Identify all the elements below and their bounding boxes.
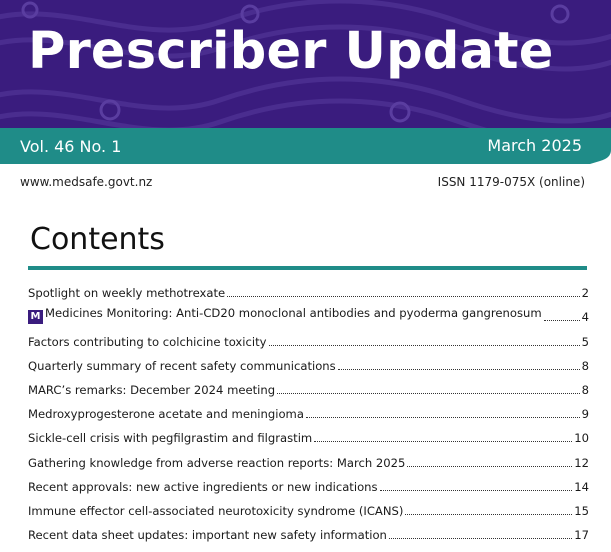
toc-item-page: 14	[574, 479, 589, 494]
website-link[interactable]: www.medsafe.govt.nz	[20, 175, 153, 189]
toc-item-title: Gathering knowledge from adverse reaction reports: March 2025	[28, 455, 406, 470]
toc-item-title: Medroxyprogesterone acetate and meningioma	[28, 407, 304, 422]
toc-item-title: Quarterly summary of recent safety communications	[28, 358, 336, 373]
medicines-monitoring-icon: M	[28, 310, 43, 324]
contents-heading: Contents	[30, 222, 165, 257]
toc-item-icans[interactable]	[28, 494, 589, 518]
contents-divider	[28, 266, 587, 270]
issue-date: March 2025	[487, 136, 582, 155]
toc-item-title: Recent data sheet updates: important new safety information	[28, 528, 387, 543]
toc-item-title: Recent approvals: new active ingredients or new indications	[28, 479, 378, 494]
toc-item-page: 15	[574, 503, 589, 518]
toc-item-page: 17	[574, 528, 589, 543]
header-banner	[0, 0, 611, 128]
toc-leader-dots	[405, 514, 572, 515]
volume-number: Vol. 46 No. 1	[20, 137, 122, 156]
toc-leader-dots	[227, 296, 579, 297]
toc-item-page: 8	[581, 358, 589, 373]
toc-item-page: 9	[581, 407, 589, 422]
table-of-contents	[28, 276, 589, 542]
toc-leader-dots	[277, 393, 580, 394]
publication-title: Prescriber Update	[28, 22, 554, 81]
toc-leader-dots	[380, 490, 573, 491]
toc-item-title: MARC’s remarks: December 2024 meeting	[28, 382, 276, 397]
toc-leader-dots	[338, 369, 580, 370]
toc-item-page: 12	[574, 455, 589, 470]
toc-leader-dots	[269, 345, 580, 346]
toc-item-methotrexate[interactable]	[28, 276, 589, 300]
toc-leader-dots	[407, 466, 572, 467]
toc-item-page: 2	[581, 286, 589, 301]
toc-item-marc-remarks[interactable]	[28, 373, 589, 397]
toc-item-sickle-cell[interactable]	[28, 421, 589, 445]
toc-leader-dots	[544, 320, 580, 321]
toc-item-page: 5	[581, 334, 589, 349]
toc-item-colchicine[interactable]	[28, 324, 589, 348]
toc-item-title-text: Medicines Monitoring: Anti-CD20 monoclonal antibodies and pyoderma gangrenosum	[45, 306, 542, 321]
toc-item-page: 4	[581, 310, 589, 325]
toc-item-medroxyprogesterone[interactable]	[28, 397, 589, 421]
toc-item-data-sheet-updates[interactable]	[28, 518, 589, 542]
toc-item-title: Sickle-cell crisis with pegfilgrastim and filgrastim	[28, 431, 313, 446]
issn-text: ISSN 1179-075X (online)	[437, 175, 585, 189]
toc-leader-dots	[314, 441, 572, 442]
toc-leader-dots	[389, 538, 572, 539]
toc-item-adverse-reactions[interactable]	[28, 445, 589, 469]
toc-item-anti-cd20[interactable]	[28, 300, 589, 324]
toc-item-recent-approvals[interactable]	[28, 470, 589, 494]
toc-item-page: 10	[574, 431, 589, 446]
toc-item-safety-communications[interactable]	[28, 349, 589, 373]
toc-item-title	[28, 306, 542, 324]
toc-item-page: 8	[581, 382, 589, 397]
toc-item-title: Factors contributing to colchicine toxicity	[28, 334, 267, 349]
toc-leader-dots	[306, 417, 580, 418]
toc-item-title: Immune effector cell-associated neurotoxicity syndrome (ICANS)	[28, 503, 404, 518]
toc-item-title: Spotlight on weekly methotrexate	[28, 286, 226, 301]
